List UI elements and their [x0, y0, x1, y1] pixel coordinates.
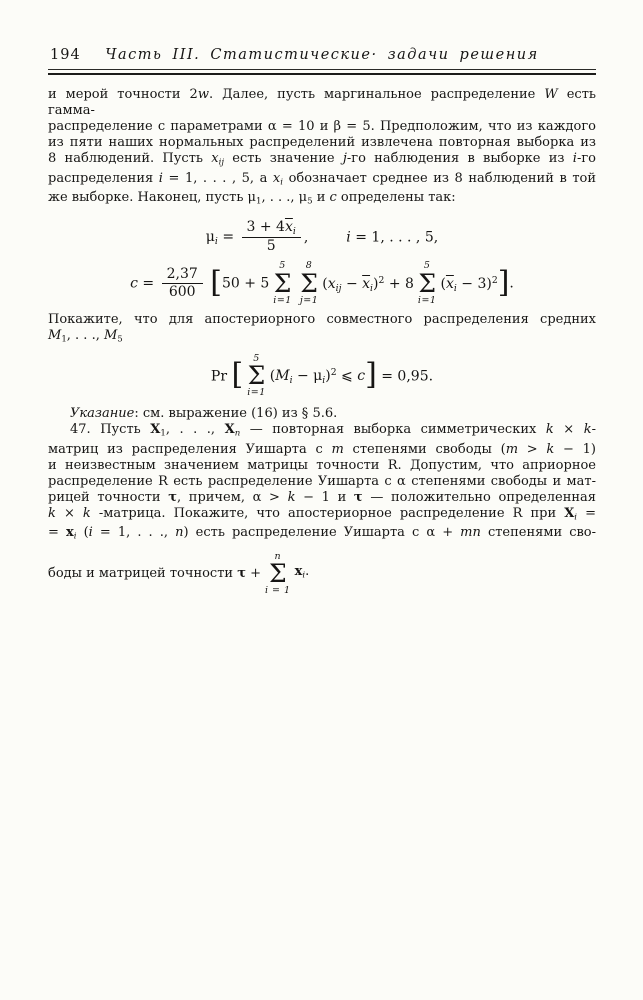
text-line: матриц из распределения Уишарта с m степенями свободы (m > k − 1) — [48, 441, 596, 457]
paragraph-1 — [48, 87, 596, 210]
sum-upper-limit: 8 — [305, 260, 313, 272]
text-line: $M_1$, . . ., $M_5$ — [48, 328, 123, 345]
running-head: Часть III. Статистические· задачи решения — [105, 47, 539, 63]
fraction — [162, 266, 203, 302]
sigma-icon: Σ — [273, 268, 292, 298]
formula-c-term2: $(x_{ij} - \overline{x}_i)^2 + 8$ — [322, 274, 414, 294]
formula-c-term3: $(\overline{x}_i - 3)^2$ — [440, 274, 498, 294]
header-rule-thick — [48, 73, 596, 75]
page-number: 194 — [50, 47, 81, 63]
formula-mu-range: i = 1, . . . , 5, — [346, 229, 439, 246]
sum-upper-limit: 5 — [423, 260, 431, 272]
sigma-icon: Σ — [268, 559, 287, 589]
text-line: распределения i = 1, . . . , 5, а $x_i$ обозначает среднее из 8 наблюдений в той — [48, 170, 596, 188]
formula-pr-pre: Pr — [210, 367, 232, 384]
left-bracket: [ — [231, 356, 244, 392]
formula-c-period: . — [509, 275, 514, 292]
sum-lower-limit: i=1 — [273, 294, 292, 306]
sum-operator — [300, 261, 318, 306]
text-line: из пяти наших нормальных распределений извлечена повторная выборка из — [48, 135, 596, 150]
fraction-denominator: 5 — [266, 237, 276, 254]
text-line: 8 наблюдений. Пусть $x_{ij}$ есть значение j-го наблюдения в выборке из i-го — [48, 151, 596, 168]
formula-mu-lhs: $\mu_i$ = — [205, 229, 239, 247]
text-line: распределение с параметрами α = 10 и β = 5. Предположим, что из каждого — [48, 119, 596, 134]
fraction — [242, 219, 301, 256]
text-line: Покажите, что для апостериорного совместного распределения средних — [48, 312, 596, 328]
formula-pr — [48, 354, 596, 399]
text-line: распределение R есть распределение Уишарта с α степенями свободы и мат- — [48, 473, 596, 489]
text-line-with-formula — [48, 549, 596, 599]
text-line: рицей точности τ, причем, α > k − 1 и τ — положительно определенная — [48, 489, 596, 505]
fraction-denominator: 600 — [168, 284, 196, 301]
page-body — [48, 87, 596, 599]
sum-lower-limit: i = 1 — [264, 584, 291, 596]
sum-lower-limit: i=1 — [247, 386, 266, 398]
formula-mu — [48, 219, 596, 256]
sigma-icon: Σ — [247, 361, 266, 391]
paragraph-47 — [48, 422, 596, 599]
sum-upper-limit: 5 — [279, 260, 286, 272]
sum-upper-limit: n — [274, 550, 282, 562]
formula-c-term1: 50 + 5 — [221, 275, 270, 292]
text-line: и неизвестным значением матрицы точности R. Допустим, что априорное — [48, 457, 596, 473]
sigma-icon: Σ — [418, 268, 437, 298]
formula-c-lhs: c = — [130, 275, 159, 292]
sum-upper-limit: 5 — [253, 352, 260, 364]
text-line: = $x_i$ (i = 1, . . ., n) есть распределение Уишарта с α + mn степенями сво- — [48, 525, 597, 542]
formula-c — [48, 261, 596, 306]
formula-pr-result: = 0,95. — [376, 367, 434, 384]
sum-operator — [273, 261, 292, 306]
page-header — [48, 47, 596, 65]
sigma-icon: Σ — [300, 268, 318, 298]
text-line: и мерой точности 2w. Далее, пусть маргинальное распределение W есть гамма- — [48, 87, 596, 118]
paragraph-2 — [48, 312, 596, 348]
hint-line: Указание: см. выражение (16) из § 5.6. — [70, 406, 338, 422]
sum-lower-limit: i=1 — [417, 294, 437, 306]
header-rule-thin — [48, 69, 596, 70]
right-bracket: ] — [365, 356, 377, 392]
fraction-numerator: 2,37 — [162, 266, 203, 285]
text-line: 47. Пусть $X_1$, . . ., $X_n$ — повторная выборка симметрических k × k- — [70, 422, 596, 439]
tail-text: боды и матрицей точности τ + — [48, 565, 261, 581]
fraction-numerator: $3 + 4\overline{x}_i$ — [242, 219, 301, 238]
tail-formula-end: $x_i$. — [294, 564, 310, 581]
sum-operator — [247, 354, 266, 399]
sum-lower-limit: j=1 — [299, 294, 319, 306]
right-bracket: ] — [497, 264, 510, 300]
formula-pr-body: $(M_i - \mu_i)^2$ ⩽ c — [269, 366, 366, 386]
text-line: же выборке. Наконец, пусть $\mu_1$, . . ., $\mu_5$ и c определены так: — [48, 190, 456, 207]
sum-operator — [418, 261, 437, 306]
formula-mu-comma: , — [303, 229, 309, 246]
sum-operator — [265, 552, 291, 597]
text-line: k × k -матрица. Покажите, что апостериорное распределение R при $X_i$ = — [48, 505, 596, 523]
left-bracket: [ — [210, 264, 222, 300]
